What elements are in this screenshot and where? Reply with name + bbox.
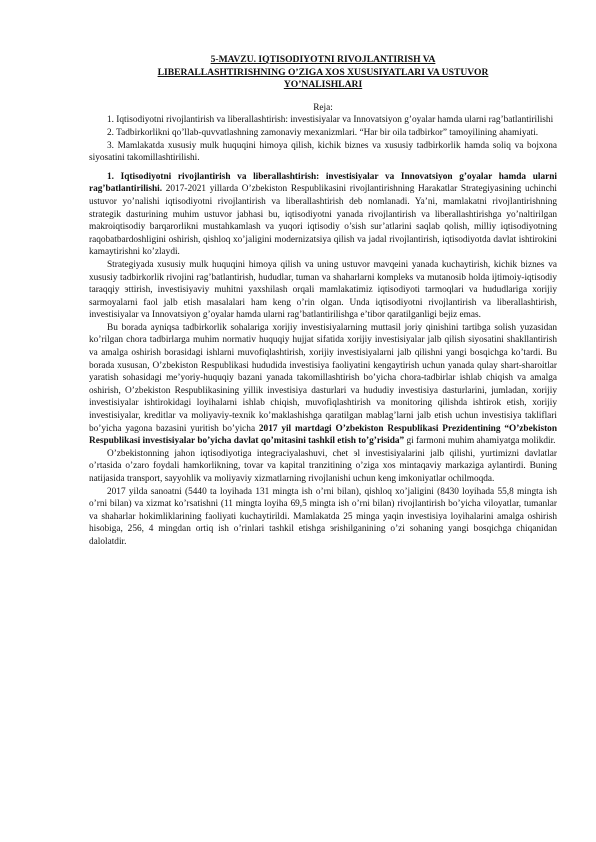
document-page [89, 54, 557, 549]
title-line-3: YO’NALISHLARI [283, 79, 363, 91]
paragraph-2: Strategiyada xususiy mulk huquqini himoya qilish va uning ustuvor mavqeini yanada kuchaytirish, kichik biznes va xususiy tadbirkorlik rivojini rag’batlantirish, hududlar, tuman va shaharlarni kompleks va mutanosib holda ijtimoiy-iqtisodiy taraqqiy эttirish, investisiyaviy muhitni yaxshilash orqali mamlakatimiz iqtisodiyoti tarmoqlari va hududlariga xorijiy sarmoyalarni faol jalb etish masalalari ham keng o’rin olgan. Unda iqtisodiyotni rivojlantirish va liberallashtirish, investisiyalar va Innovatsiyon g’oyalar hamda ularni rag’batlantirilishga e’tibor qaratilganligi bejiz emas. [89, 259, 557, 321]
paragraph-3-end: gi farmoni muhim ahamiyatga molikdir. [404, 436, 556, 447]
section-1-heading: 1. Iqtisodiyotni rivojlantirish va liberallashtirish: investisiyalar va Innovatsiyon g’oyalar hamda ularni rag’batlantirilishi. [89, 171, 557, 195]
title-line-2: LIBERALLASHTIRISHNING O’ZIGA XOS XUSUSIYATLARI VA USTUVOR [157, 66, 489, 78]
paragraph-3-text: Bu borada ayniqsa tadbirkorlik sohalariga xorijiy investisiyalarning muttasil joriy qinishini tartibga solish yuzasidan ko’rilgan chora tadbirlarga muhim normativ huquqiy hujjat sifatida xorijiy investisiyalar jalb qilish siyosatini shakllantirish va amalga oshirish borasidagi ishlarni muvofiqlashtirish, xorijiy investisiyalarni jalb qilishni yangi bosqichga ko’tardi. Bu borada xususan, O’zbekiston Respublikasi hududida investisiya faoliyatini kengaytirish uchun yanada qulay shart-sharoitlar yaratish sohasidagi me’yoriy-huquqiy bazani yanada takomillashtirish bo’yicha chora-tadbirlar ishlab chiqish va amalga oshirish, O’zbekiston Respublikasining yillik investisiya dasturlari va hududiy investisiya dasturlarini, jumladan, xorijiy investisiyalar ishtirokidagi loyihalarni ishlab chiqish, muvofiqlashtirish va monitoring qilishda ishtirok etish, xorijiy investisiyalar, kreditlar va moliyaviy-texnik ko’maklashishga qaratilgan mablag’larni jalb etish uchun investisiya takliflari bo’yicha yagona bazasini yuritish bo’yicha [89, 322, 557, 434]
paragraph-3 [89, 322, 557, 448]
section-1-paragraph [89, 171, 557, 259]
section-1-text: 2017-2021 yillarda O’zbekiston Respublikasini rivojlantirishning Harakatlar Strategiyasining uchinchi ustuvor yo’nalishi iqtisodiyotni rivojlantirish va liberallashtirish deb nomlanadi. Ya’ni, mamlakatni rivojlantirishning strategik dasturining muhim ustuvor jabhasi bu, iqtisodiyotni yanada rivojlantirish va liberallashtirishga yo’naltirilgan makroiqtisodiy barqarorlikni mustahkamlash va yuqori iqtisodiy o’sish sur’atlarini saqlab qolish, milliy iqtisodiyotning raqobatbardoshligini oshirish, qishloq xo’jaligini modernizatsiya qilish va jadal rivojlantirish, iqtisodiyotda davlat ishtirokini kamaytirishni ko’zlaydi. [89, 184, 557, 258]
paragraph-3-bold: 2017 yil martdagi O’zbekiston Respublikasi Prezidentining “O’zbekiston Respublikasi investisiyalar bo’yicha davlat qo’mitasini tashkil etish to’g’risida” [89, 423, 558, 447]
title-line-1: 5-MAVZU. IQTISODIYOTNI RIVOJLANTIRISH VA [210, 54, 436, 65]
plan-item-3: 3. Mamlakatda xususiy mulk huquqini himoya qilish, kichik biznes va xususiy tadbirkorlik hamda soliq va bojxona siyosatini takomillashtirilishi. [89, 140, 557, 164]
paragraph-5: 2017 yilda sanoatni (5440 ta loyihada 131 mingta ish o’rni bilan), qishloq xo’jaligini (8430 loyihada 55,8 mingta ish o’rni bilan) va xizmat ko’rsatishni (11 mingta loyiha 69,5 mingta ish o’rni bilan) rivojlantirish bo’yicha viloyatlar, tumanlar va shaharlar hokimliklarining faoliyati kuchaytirildi. Mamlakatda 25 minga yaqin investisiya loyihalarini amalga oshirish hisobiga, 256, 4 mingdan ortiq ish o’rinlari tashkil etishga эrishilganining o’zi sohaning yangi bosqichga chiqanidan dalolatdir. [89, 486, 557, 547]
plan-heading: Reja: [313, 102, 333, 113]
plan-item-1: 1. Iqtisodiyotni rivojlantirish va liberallashtirish: investisiyalar va Innovatsiyon g’oyalar hamda ularni rag’batlantirilishi [107, 115, 554, 126]
plan-item-2: 2. Tadbirkorlikni qo’llab-quvvatlashning zamonaviy mexanizmlari. “Har bir oila tadbirkor” tamoyilining ahamiyati. [107, 127, 539, 138]
paragraph-4: O’zbekistonning jahon iqtisodiyotiga integraciyalashuvi, chet эl investisiyalarini jalb qilishi, yurtimizni davlatlar o’rtasida o’zaro foydali hamkorlikning, tovar va kapital tranzitining o’ziga xos mintaqaviy markaziga aylantirdi. Buning natijasida transport, sayyohlik va moliyaviy xizmatlarning rivojlanishi uchun keng imkoniyatlar ochilmoqda. [89, 448, 557, 484]
